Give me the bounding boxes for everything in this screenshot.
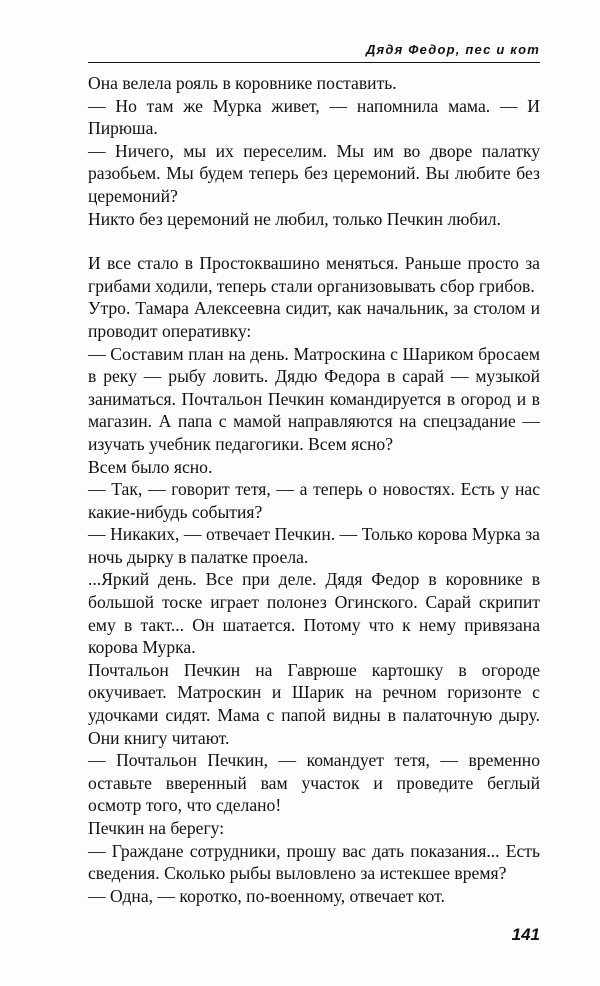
paragraph: Никто без церемоний не любил, только Печкин любил. — [88, 208, 501, 229]
paragraph: — Ничего, мы их переселим. Мы им во дворе палатку разобьем. Мы будем теперь без церемоний. Вы любите без церемоний? — [88, 140, 540, 206]
paragraph: Почтальон Печкин на Гаврюше картошку в огороде окучивает. Матроскин и Шарик на речном горизонте с удочками сидят. Мама с папой видны в палаточную дыру. Они книгу читают. — [88, 659, 540, 748]
body-text — [88, 72, 540, 907]
paragraph: Утро. Тамара Алексеевна сидит, как начальник, за столом и проводит оперативку: — [88, 298, 540, 341]
paragraph: — Но там же Мурка живет, — напомнила мама. — И Пирюша. — [88, 95, 540, 139]
paragraph: И все стало в Простоквашино меняться. Раньше просто за грибами ходили, теперь стали организовывать сбор грибов. — [88, 253, 540, 296]
paragraph: ...Яркий день. Все при деле. Дядя Федор в коровнике в большой тоске играет полонез Огинского. Сарай скрипит ему в такт... Он шатается. Потому что к нему привязана корова Мурка. — [88, 569, 540, 658]
paragraph: — Почтальон Печкин, — командует тетя, — временно оставьте вверенный вам участок и проведите беглый осмотр того, что сделано! — [88, 750, 540, 816]
page-number: 141 — [511, 925, 540, 944]
paragraph: — Никаких, — отвечает Печкин. — Только корова Мурка за ночь дырку в палатке проела. — [88, 524, 540, 567]
paragraph: Всем было ясно. — [88, 456, 213, 477]
paragraph: Печкин на берегу: — [88, 818, 225, 838]
paragraph: Она велела рояль в коровнике поставить. — [88, 73, 397, 93]
paragraph: — Граждане сотрудники, прошу вас дать показания... Есть сведения. Сколько рыбы выловлено за истекшее время? — [88, 840, 540, 884]
section-break — [88, 230, 540, 252]
paragraph: — Одна, — коротко, по-военному, отвечает кот. — [88, 885, 445, 906]
paragraph: — Так, — говорит тетя, — а теперь о новостях. Есть у нас какие-нибудь события? — [88, 479, 540, 522]
paragraph: — Составим план на день. Матроскина с Шариком бросаем в реку — рыбу ловить. Дядю Федора в сарай — музыкой заниматься. Почтальон Печкин командируется в огород и в магазин. А папа с мамой направляются на спецзадание — изучать учебник педагогики. Всем ясно? — [88, 343, 540, 454]
running-head: Дядя Федор, пес и кот — [88, 40, 540, 63]
